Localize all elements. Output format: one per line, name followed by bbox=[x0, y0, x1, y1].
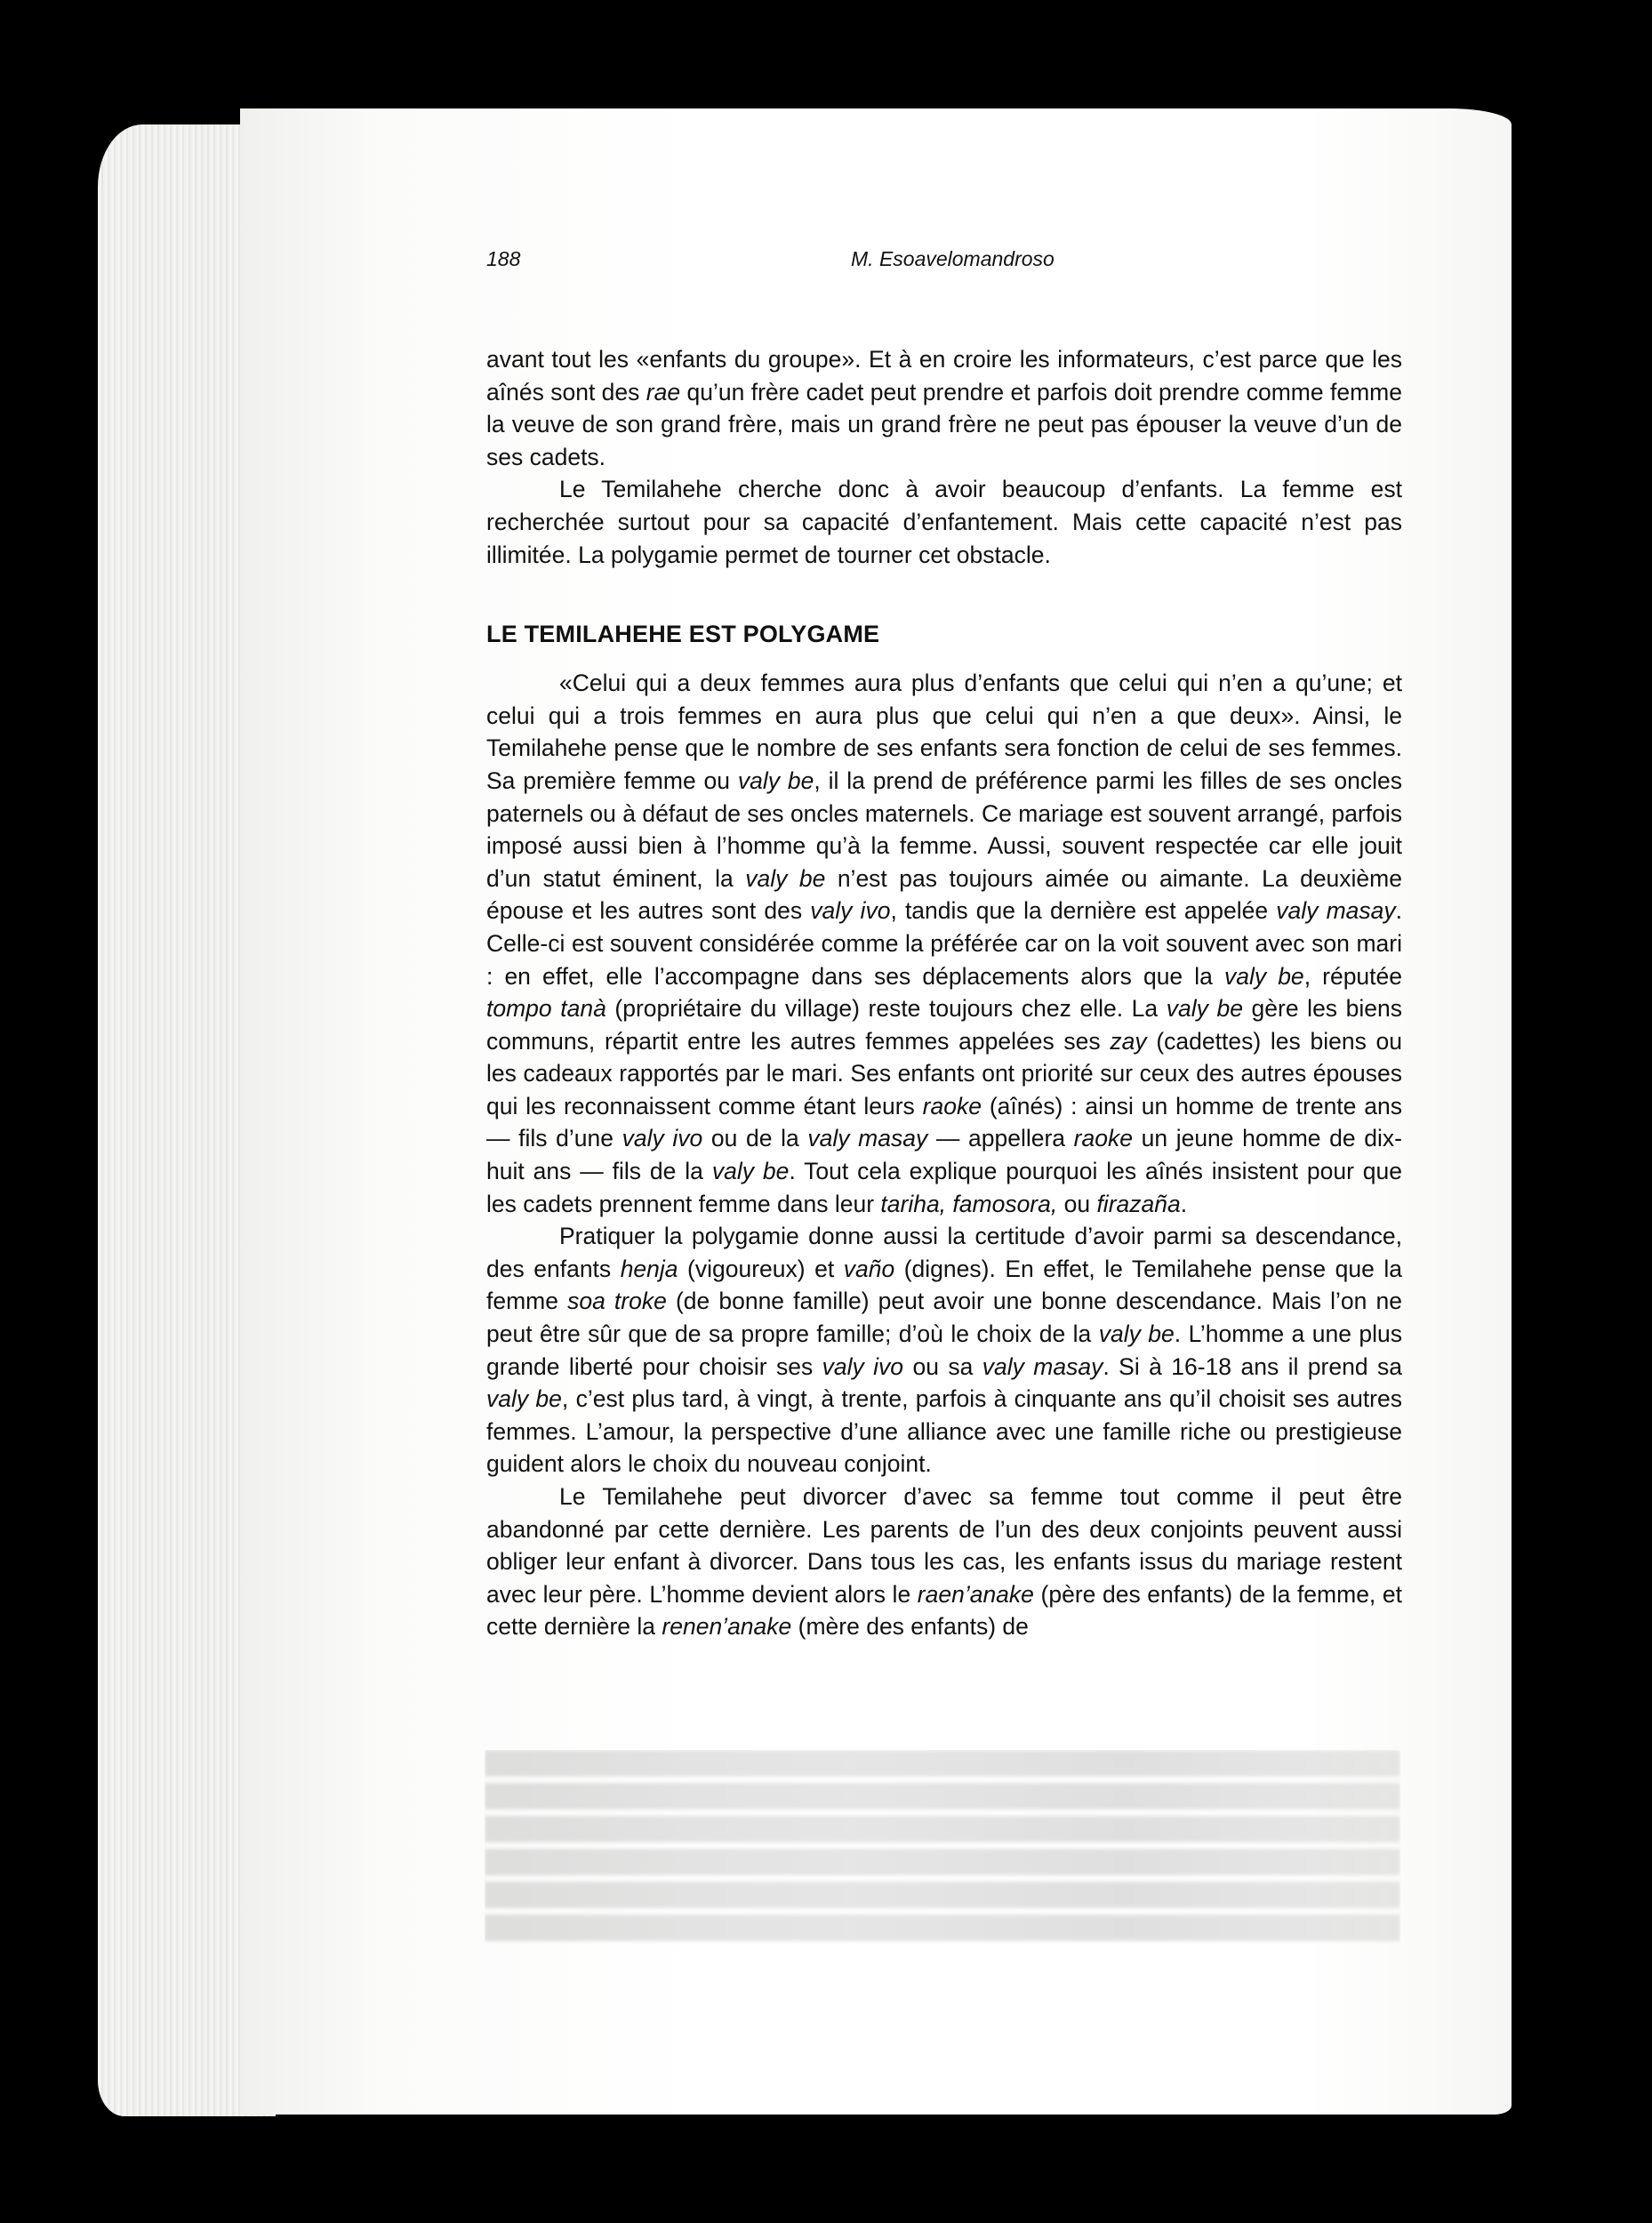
text-run: Le Temilahehe cherche donc à avoir beaucoup d’enfants. La femme est recherchée surtout pour sa capacité d’enfantement. Mais cette capacité n’est pas illimitée. La polygamie permet de tourner cet obstacle. bbox=[486, 476, 1402, 568]
text-run: ou de la bbox=[702, 1125, 808, 1152]
italic-term: valy masay bbox=[807, 1125, 928, 1152]
italic-term: tariha, famosora, bbox=[880, 1190, 1058, 1217]
italic-term: valy be bbox=[486, 1385, 562, 1413]
running-title: M. Esoavelomandroso bbox=[851, 247, 1055, 270]
body-text bbox=[486, 343, 1402, 1643]
paragraph bbox=[486, 667, 1402, 1220]
italic-term: raoke bbox=[922, 1092, 982, 1120]
show-through-text bbox=[485, 1750, 1400, 1946]
italic-term: valy be bbox=[737, 766, 814, 794]
text-run: — appellera bbox=[927, 1125, 1074, 1152]
text-run: ou sa bbox=[903, 1352, 982, 1380]
text-run: . L’homme a une plus grande liberté pour choisir ses bbox=[486, 1320, 1402, 1380]
italic-term: vaño bbox=[843, 1255, 895, 1282]
italic-term: soa troke bbox=[567, 1288, 667, 1315]
text-run: Pratiquer la polygamie donne aussi la certitude d’avoir parmi sa descendance, des enfants bbox=[486, 1223, 1402, 1282]
text-run: un jeune homme de dix-huit ans — fils de la bbox=[486, 1125, 1402, 1185]
paragraph bbox=[486, 1481, 1402, 1643]
text-run: , tandis que la dernière est appelée bbox=[890, 897, 1277, 925]
running-header bbox=[486, 247, 1402, 277]
text-run: , c’est plus tard, à vingt, à trente, parfois à cinquante ans qu’il choisit ses autres femmes. L’amour, la perspective d’une alliance avec une famille riche ou prestigieuse guident alors le choix du nouveau conjoint. bbox=[486, 1385, 1402, 1478]
text-run: ou bbox=[1057, 1190, 1097, 1217]
text-run: qu’un frère cadet peut prendre et parfois doit prendre comme femme la veuve de son grand frère, mais un grand frère ne peut pas épouser la veuve d’un de ses cadets. bbox=[486, 378, 1402, 470]
italic-term: renen’anake bbox=[662, 1613, 792, 1641]
italic-term: valy masay bbox=[1276, 897, 1396, 925]
text-run: (père des enfants) de la femme, et cette dernière la bbox=[486, 1580, 1402, 1641]
text-run: (dignes). En effet, le Temilahehe pense que la femme bbox=[486, 1255, 1402, 1315]
text-run: n’est pas toujours aimée ou aimante. La deuxième épouse et les autres sont des bbox=[486, 864, 1402, 925]
page-number: 188 bbox=[486, 247, 521, 270]
italic-term: valy be bbox=[1166, 995, 1243, 1023]
text-run: . Si à 16-18 ans il prend sa bbox=[1103, 1352, 1402, 1380]
italic-term: rae bbox=[646, 378, 681, 405]
text-run: (mère des enfants) de bbox=[791, 1613, 1029, 1641]
italic-term: valy be bbox=[1223, 962, 1304, 990]
italic-term: valy be bbox=[1098, 1320, 1175, 1348]
italic-term: zay bbox=[1110, 1027, 1147, 1055]
text-run: Le Temilahehe peut divorcer d’avec sa femme tout comme il peut être abandonné par cette dernière. Les parents de l’un des deux conjoints peuvent aussi obliger leur enfant à divorcer. Dans tous les cas, les enfants issus du mariage restent avec leur père. L’homme devient alors le bbox=[486, 1483, 1402, 1608]
text-run: «Celui qui a deux femmes aura plus d’enfants que celui qui n’en a qu’une; et celui qui a trois femmes en aura plus que celui qui n’en a que deux». Ainsi, le Temilahehe pense que le nombre de ses enfants sera fonction de celui de ses femmes. Sa première femme ou bbox=[486, 670, 1402, 794]
text-run: (vigoureux) et bbox=[678, 1255, 844, 1282]
italic-term: firazaña bbox=[1096, 1190, 1181, 1217]
text-run: (de bonne famille) peut avoir une bonne descendance. Mais l’on ne peut être sûr que de sa propre famille; d’où le choix de la bbox=[486, 1288, 1402, 1348]
paragraph bbox=[486, 473, 1402, 571]
italic-term: raoke bbox=[1073, 1125, 1133, 1152]
italic-term: valy masay bbox=[982, 1352, 1103, 1380]
paragraphs-after-heading bbox=[486, 667, 1402, 1643]
section-heading: LE TEMILAHEHE EST POLYGAME bbox=[486, 621, 880, 648]
text-run: . Celle-ci est souvent considérée comme la préférée car on la voit souvent avec son mari : en effet, elle l’accompagne dans ses déplacements alors que la bbox=[486, 897, 1402, 990]
text-run: , réputée bbox=[1303, 962, 1403, 990]
paragraph bbox=[486, 343, 1402, 473]
italic-term: tompo tanà bbox=[486, 995, 606, 1023]
italic-term: valy be bbox=[711, 1158, 790, 1185]
italic-term: raen’anake bbox=[917, 1580, 1034, 1608]
text-run: (propriétaire du village) reste toujours chez elle. La bbox=[605, 995, 1167, 1023]
italic-term: valy ivo bbox=[810, 897, 891, 925]
italic-term: valy be bbox=[745, 864, 826, 892]
italic-term: valy ivo bbox=[622, 1125, 703, 1152]
text-run: avant tout les «enfants du groupe». Et à en croire les informateurs, c’est parce que les aînés sont des bbox=[486, 346, 1402, 405]
text-run: (cadettes) les biens ou les cadeaux rapportés par le mari. Ses enfants ont priorité sur ceux des autres épouses qui les reconnaissent comme étant leurs bbox=[486, 1027, 1403, 1120]
text-run: (aînés) : ainsi un homme de trente ans — fils d’une bbox=[486, 1092, 1402, 1152]
italic-term: henja bbox=[620, 1255, 678, 1282]
text-run: , il la prend de préférence parmi les filles de ses oncles paternels ou à défaut de ses oncles maternels. Ce mariage est souvent arrangé, parfois imposé aussi bien à l’homme qu’à la femme. Aussi, souvent respectée car elle jouit d’un statut éminent, la bbox=[486, 766, 1402, 892]
paragraph bbox=[486, 1220, 1402, 1481]
text-run: . bbox=[1180, 1190, 1188, 1217]
italic-term: valy ivo bbox=[822, 1352, 904, 1380]
text-run: gère les biens communs, répartit entre les autres femmes appelées ses bbox=[486, 995, 1403, 1055]
text-run: . Tout cela explique pourquoi les aînés insistent pour que les cadets prennent femme dans leur bbox=[486, 1158, 1403, 1217]
paragraphs-before-heading bbox=[486, 343, 1402, 571]
